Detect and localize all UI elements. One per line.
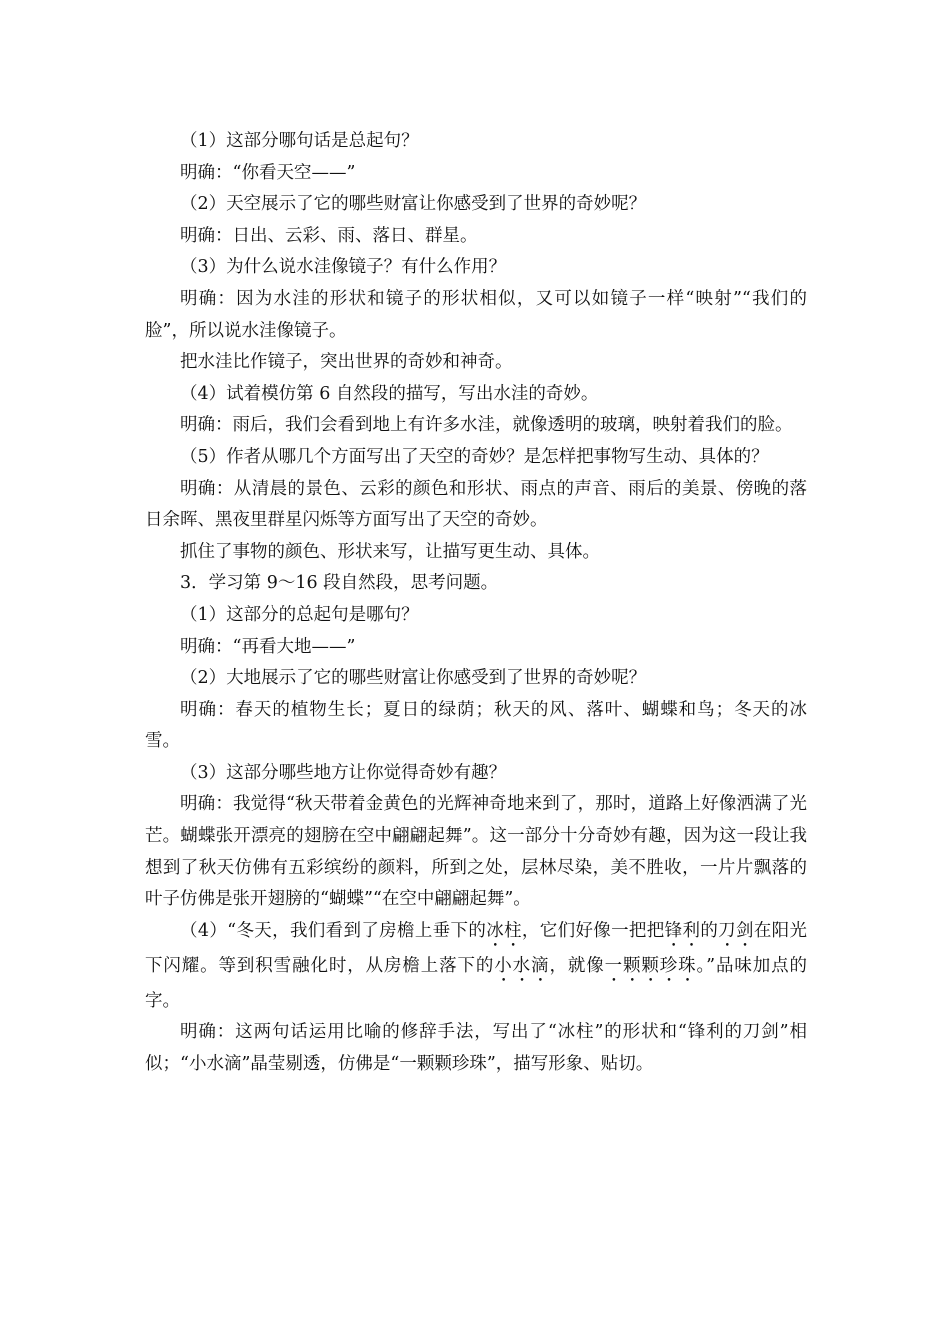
paragraph: （2）大地展示了它的哪些财富让你感受到了世界的奇妙呢？ bbox=[180, 668, 647, 689]
q4-text: ，就像 bbox=[549, 955, 605, 976]
dotted-word: 锋利 bbox=[664, 920, 701, 941]
dotted-word: 刀剑 bbox=[718, 920, 754, 941]
paragraph: 明确：“你看天空——” bbox=[180, 162, 356, 183]
paragraph: （4）试着模仿第 6 自然段的描写，写出水洼的奇妙。 bbox=[180, 383, 599, 404]
paragraph: 明确：从清晨的景色、云彩的颜色和形状、雨点的声音、雨后的美景、傍晚的落日余晖、黑夜里群星闪烁等方面写出了天空的奇妙。 bbox=[145, 478, 807, 531]
q4-text: 在阳光下闪耀。等到积雪融化时，从房檐上落下的 bbox=[145, 920, 808, 976]
question-4-paragraph bbox=[145, 916, 807, 1018]
paragraph: 抓住了事物的颜色、形状来写，让描写更生动、具体。 bbox=[180, 541, 600, 562]
paragraph: （1）这部分哪句话是总起句？ bbox=[180, 131, 419, 151]
q4-text: 。”品味加点的字。 bbox=[145, 955, 808, 1011]
dotted-word: 冰柱 bbox=[486, 920, 522, 941]
document-body bbox=[145, 126, 807, 1081]
dotted-word: 一颗颗珍珠 bbox=[604, 955, 697, 976]
paragraph: 明确：日出、云彩、雨、落日、群星。 bbox=[180, 225, 478, 246]
q4-text: （4）“冬天，我们看到了房檐上垂下的 bbox=[180, 920, 487, 941]
paragraph: 明确：这两句话运用比喻的修辞手法，写出了“冰柱”的形状和“锋利的刀剑”相似；“小水滴”晶莹剔透，仿佛是“一颗颗珍珠”，描写形象、贴切。 bbox=[145, 1022, 807, 1075]
paragraph: 明确：雨后，我们会看到地上有许多水洼，就像透明的玻璃，映射着我们的脸。 bbox=[180, 415, 793, 436]
paragraph: （2）天空展示了它的哪些财富让你感受到了世界的奇妙呢？ bbox=[180, 194, 647, 215]
paragraph: 3．学习第 9～16 段自然段，思考问题。 bbox=[180, 573, 499, 594]
paragraph: 把水洼比作镜子，突出世界的奇妙和神奇。 bbox=[180, 352, 513, 373]
paragraph: 明确：我觉得“秋天带着金黄色的光辉神奇地来到了，那时，道路上好像洒满了光芒。蝴蝶张开漂亮的翅膀在空中翩翩起舞”。这一部分十分奇妙有趣，因为这一段让我想到了秋天仿佛有五彩缤纷的颜料，所到之处，层林尽染，美不胜收，一片片飘落的叶子仿佛是张开翅膀的“蝴蝶”“在空中翩翩起舞”。 bbox=[145, 794, 807, 910]
paragraph: 明确：“再看大地——” bbox=[180, 636, 356, 657]
dotted-word: 小水滴 bbox=[494, 955, 550, 976]
q4-text: ，它们好像一把把 bbox=[521, 920, 665, 941]
paragraph: （3）为什么说水洼像镜子？有什么作用？ bbox=[180, 257, 507, 278]
paragraph: （3）这部分哪些地方让你觉得奇妙有趣？ bbox=[180, 762, 507, 783]
q4-text: 的 bbox=[700, 920, 719, 941]
paragraph: （5）作者从哪几个方面写出了天空的奇妙？是怎样把事物写生动、具体的？ bbox=[180, 446, 769, 467]
paragraph: 明确：因为水洼的形状和镜子的形状相似，又可以如镜子一样“映射”“我们的脸”，所以说水洼像镜子。 bbox=[145, 288, 807, 341]
paragraph: （1）这部分的总起句是哪句？ bbox=[180, 604, 419, 625]
paragraph: 明确：春天的植物生长；夏日的绿荫；秋天的风、落叶、蝴蝶和鸟；冬天的冰雪。 bbox=[145, 699, 807, 752]
